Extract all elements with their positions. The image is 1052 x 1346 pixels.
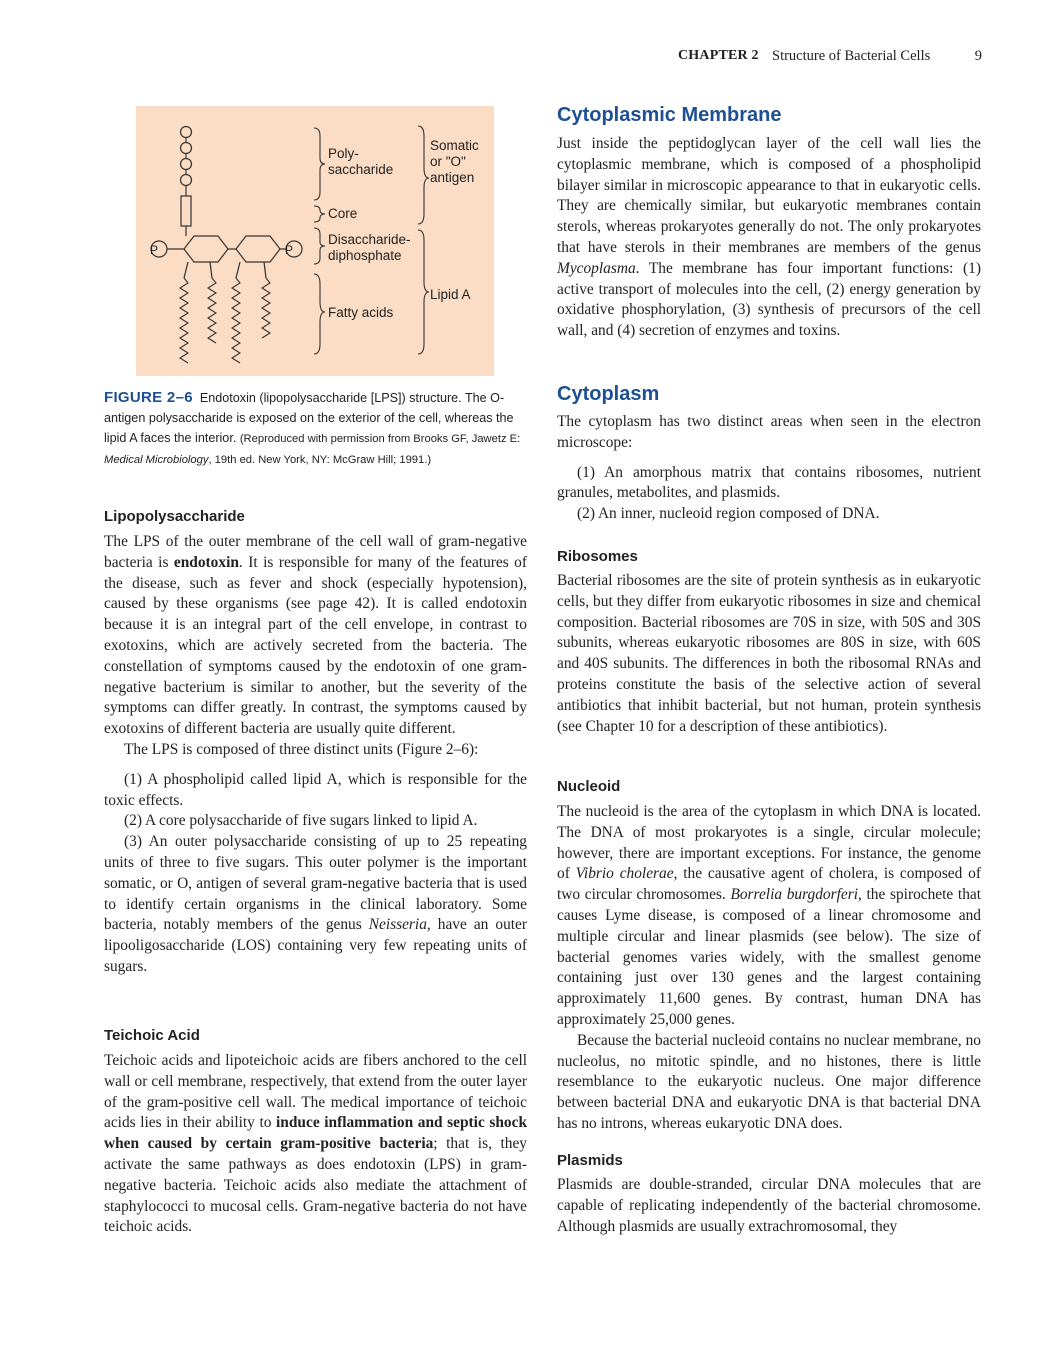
sugar-hexagon-left: [184, 236, 228, 262]
core-label: Core: [328, 206, 358, 221]
fatty-acid-chain: [180, 278, 188, 363]
plasmids-paragraph: Plasmids are double-stranded, circular DNA molecules that are capable of replicating independently of the bacterial chromosome. Although plasmids are usually extrachromosomal, they: [557, 1176, 981, 1235]
chapter-label: CHAPTER 2: [678, 48, 759, 63]
caption-title: Endotoxin (lipopolysaccharide [LPS]) structure.: [199, 391, 462, 405]
ribosomes-paragraph: Bacterial ribosomes are the site of protein synthesis as in eukaryotic cells, but they differ from eukaryotic ribosomes in size and chemical composition. Bacterial ribosomes are 70S in size, with 50S and 30S subunits, whereas eukaryotic ribosomes are 80S in size, with 60S and 40S subunits. The differences in both the ribosomal RNAs and proteins constitute the basis of the selective action of several antibiotics that inhibit bacterial, but not human, protein synthesis (see Chapter 10 for a description of these antibiotics).: [557, 572, 981, 735]
core-rectangle: [181, 196, 191, 226]
nucleoid-paragraph-2: Because the bacterial nucleoid contains no nuclear membrane, no nucleolus, no mitotic spindle, and no histones, there is little resemblance to the eukaryotic nucleus. One major difference between bacterial DNA and eukaryotic DNA is that bacterial DNA has no introns, whereas eukaryotic DNA does.: [557, 1031, 981, 1132]
figure-caption: [104, 388, 530, 470]
cytoplasm-heading: Cytoplasm: [557, 383, 660, 405]
lipid-a-brace: [418, 230, 429, 354]
lps-paragraph-2: The LPS is composed of three distinct units (Figure 2–6):: [124, 740, 479, 758]
ribosomes-heading: Ribosomes: [557, 548, 638, 565]
caption-credit: (Reproduced with permission from Brooks GF, Jawetz E: Medical Microbiology, 19th ed. New York, NY: McGraw Hill; 1991.): [104, 433, 521, 466]
cytoplasm-item-2: (2) An inner, nucleoid region composed of DNA.: [577, 505, 880, 523]
sugar-circle: [181, 143, 192, 154]
fatty-acid-chain: [232, 278, 240, 363]
teichoic-heading: Teichoic Acid: [104, 1027, 200, 1044]
cytoplasmic-membrane-heading: Cytoplasmic Membrane: [557, 104, 782, 126]
fatty-acids-label: Fatty acids: [328, 305, 394, 320]
caption-text: The O-antigen polysaccharide is exposed on the exterior of the cell, whereas the lipid A faces the interior.: [104, 391, 514, 445]
polysaccharide-brace: [314, 128, 325, 200]
teichoic-paragraph: Teichoic acids and lipoteichoic acids are fibers anchored to the cell wall or cell membrane, respectively, that extend from the outer layer of the gram-positive cell wall. The medical importance of teichoic acids lies in their ability to induce inflammation and septic shock when caused by certain gram-positive bacteria; that is, they activate the same pathways as does endotoxin (LPS) in gram-negative bacteria. Teichoic acids also mediate the attachment of staphylococci to mucosal cells. Gram-negative bacteria do not have teichoic acids.: [104, 1052, 527, 1236]
disaccharide-brace: [314, 228, 325, 264]
nucleoid-paragraph-1: The nucleoid is the area of the cytoplasm in which DNA is located. The DNA of most prokaryotes is a single, circular molecule; however, there are important exceptions. For instance, the genome of Vibrio cholerae, the causative agent of cholera, is composed of two circular chromosomes. Borrelia burgdorferi, the spirochete that causes Lyme disease, is composed of a linear chromosome and multiple circular and linear plasmids (see below). The size of bacterial genomes varies widely, with the smallest genome containing just over 130 genes and the largest containing approximately 11,600 genes. By contrast, human DNA has approximately 25,000 genes.: [557, 803, 981, 1028]
chapter-title: Structure of Bacterial Cells: [772, 48, 931, 64]
sugar-circle: [181, 127, 192, 138]
polysaccharide-label: Poly- saccharide: [328, 146, 394, 177]
right-column-plasmids: [557, 1175, 981, 1237]
lps-paragraph-1: The LPS of the outer membrane of the cell wall of gram-negative bacteria is endotoxin. It is responsible for many of the features of the disease, such as fever and shock (especially hypotension), caused by these organisms (see page 42). It is called endotoxin because it is an integral part of the cell envelope, in contrast to exotoxins, which are actively secreted from the bacteria. The constellation of symptoms caused by the endotoxin of one gram-negative bacterium is similar to another, but the severity of the symptoms can differ greatly. In contrast, the symptoms caused by exotoxins of different bacteria are usually quite different.: [104, 533, 527, 738]
cytoplasm-paragraph: The cytoplasm has two distinct areas when seen in the electron microscope:: [557, 413, 981, 451]
sugar-circle: [181, 175, 192, 186]
running-header: [650, 46, 982, 68]
phosphate-left-label: P: [150, 243, 159, 257]
fatty-acid-chain: [208, 278, 216, 343]
page-number: 9: [974, 48, 982, 64]
membrane-paragraph: Just inside the peptidoglycan layer of the cell wall lies the cytoplasmic membrane, which is composed of a phospholipid bilayer similar in microscopic appearance to that in eukaryotic cells. They are chemically similar, but eukaryotic membranes contain sterols, whereas prokaryotes generally do not. The only prokaryotes that have sterols in their membranes are members of the genus Mycoplasma. The membrane has four important functions: (1) active transport of molecules into the cell, (2) energy generation by oxidative phosphorylation, (3) synthesis of precursors of the cell wall, and (4) secretion of enzymes and toxins.: [557, 135, 981, 340]
lps-item-3: (3) An outer polysaccharide consisting of up to 25 repeating units of three to five sugars. This outer polymer is the important somatic, or O, antigen of several gram-negative bacteria that is used to identify certain organisms in the clinical laboratory. Some bacteria, notably members of the genus Neisseria, have an outer lipooligosaccharide (LOS) containing very few repeating units of sugars.: [104, 833, 527, 975]
fatty-acid-chain: [262, 278, 270, 338]
sugar-circle: [181, 159, 192, 170]
somatic-brace: [418, 126, 429, 224]
right-column-cytoplasm: [557, 412, 981, 525]
somatic-antigen-label: Somatic or "O" antigen: [430, 138, 479, 185]
fatty-acid-chains: [180, 278, 270, 363]
right-column-ribosomes: [557, 571, 981, 737]
phosphate-right-label: P: [285, 243, 294, 257]
fatty-acids-brace: [314, 274, 325, 354]
plasmids-heading: Plasmids: [557, 1152, 623, 1169]
lps-structure-figure: [136, 106, 494, 376]
figure-number: FIGURE 2–6: [104, 389, 193, 406]
right-column-membrane: [557, 134, 981, 342]
core-brace: [314, 206, 325, 222]
cytoplasm-item-1: (1) An amorphous matrix that contains ribosomes, nutrient granules, metabolites, and plasmids.: [557, 463, 981, 502]
sugar-hexagon-right: [236, 236, 280, 262]
lps-heading: Lipopolysaccharide: [104, 508, 245, 525]
lipid-a-label: Lipid A: [430, 287, 471, 302]
nucleoid-heading: Nucleoid: [557, 778, 621, 795]
left-column-teichoic: [104, 1051, 527, 1238]
lps-item-2: (2) A core polysaccharide of five sugars linked to lipid A.: [124, 812, 478, 830]
lps-item-1: (1) A phospholipid called lipid A, which is responsible for the toxic effects.: [104, 770, 527, 809]
disaccharide-label: Disaccharide- diphosphate: [328, 232, 411, 263]
right-column-nucleoid: [557, 802, 981, 1135]
left-column-lps: [104, 532, 527, 978]
